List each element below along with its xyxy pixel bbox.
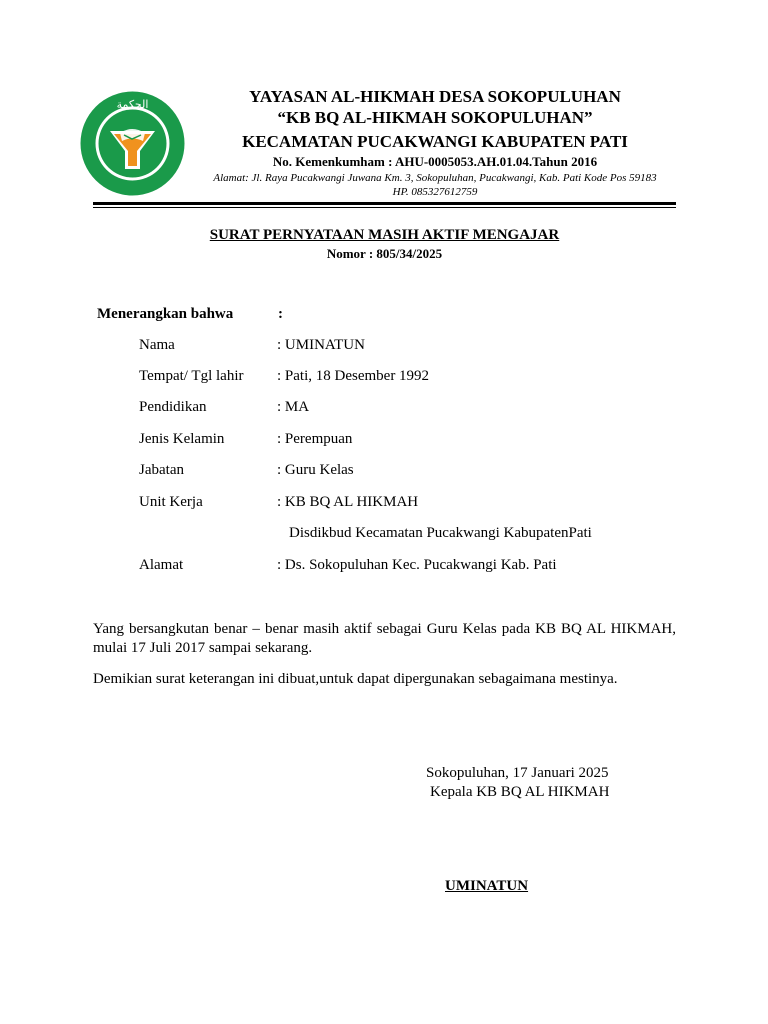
foundation-logo <box>80 91 185 196</box>
field-label-unit: Unit Kerja <box>139 494 203 510</box>
field-label-nama: Nama <box>139 337 175 353</box>
address-line: Alamat: Jl. Raya Pucakwangi Juwana Km. 3, Sokopuluhan, Pucakwangi, Kab. Pati Kode Pos 59183 <box>213 172 657 184</box>
registration-number: No. Kemenkumham : AHU-0005053.AH.01.04.Tahun 2016 <box>272 154 598 169</box>
lead-text: Menerangkan bahwa <box>97 306 234 322</box>
signature-name: UMINATUN <box>445 878 529 894</box>
document-title: SURAT PERNYATAAN MASIH AKTIF MENGAJAR <box>209 227 560 243</box>
field-value-address: : Ds. Sokopuluhan Kec. Pucakwangi Kab. Pati <box>277 557 557 573</box>
logo-arabic-text: الحكمة <box>116 98 149 111</box>
document-number: Nomor : 805/34/2025 <box>326 246 443 261</box>
foundation-name: YAYASAN AL-HIKMAH DESA SOKOPULUHAN <box>249 87 621 106</box>
field-value-gender: : Perempuan <box>277 431 353 447</box>
field-label-position: Jabatan <box>139 462 184 478</box>
field-label-address: Alamat <box>139 557 184 573</box>
field-label-gender: Jenis Kelamin <box>139 431 225 447</box>
closing-paragraph: Demikian surat keterangan ini dibuat,untuk dapat dipergunakan sebagaimana mestinya. <box>93 671 618 687</box>
field-value-nama: : UMINATUN <box>277 337 365 353</box>
field-value-position: : Guru Kelas <box>277 462 354 478</box>
lead-colon: : <box>278 306 283 322</box>
field-value-unit-line2: Disdikbud Kecamatan Pucakwangi KabupatenPati <box>289 525 592 541</box>
signature-place-date: Sokopuluhan, 17 Januari 2025 <box>426 765 609 781</box>
statement-paragraph: Yang bersangkutan benar – benar masih aktif sebagai Guru Kelas pada KB BQ AL HIKMAH, mulai 17 Juli 2017 sampai sekarang. <box>93 621 676 656</box>
signature-position: Kepala KB BQ AL HIKMAH <box>430 784 610 800</box>
letterhead-divider-thick <box>93 202 676 205</box>
field-value-education: : MA <box>277 399 310 415</box>
phone-line: HP. 085327612759 <box>392 186 478 198</box>
district-name: KECAMATAN PUCAKWANGI KABUPATEN PATI <box>242 132 628 151</box>
field-value-unit: : KB BQ AL HIKMAH <box>277 494 419 510</box>
field-value-birth: : Pati, 18 Desember 1992 <box>277 368 430 384</box>
letterhead-divider-thin <box>93 207 676 208</box>
school-name: “KB BQ AL-HIKMAH SOKOPULUHAN” <box>277 108 593 127</box>
field-label-education: Pendidikan <box>139 399 207 415</box>
field-label-birth: Tempat/ Tgl lahir <box>139 368 244 384</box>
